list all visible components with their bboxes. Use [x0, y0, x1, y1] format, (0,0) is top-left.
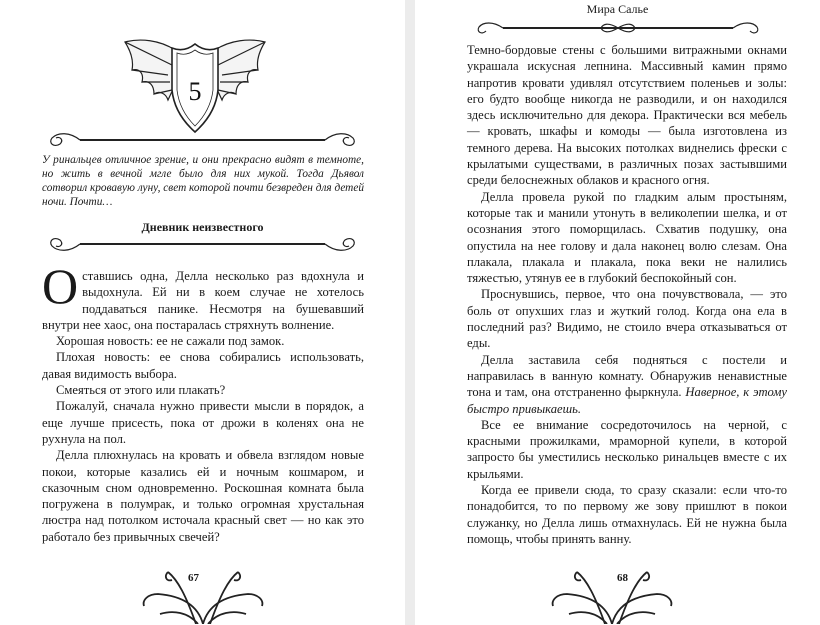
paragraph: Плохая новость: ее снова собирались использовать, давая видимость выбора. — [42, 350, 364, 381]
bat-wing-shield-emblem — [120, 30, 270, 140]
paragraph: Хорошая новость: ее не сажали под замок. — [56, 334, 285, 349]
page-number: 67 — [188, 572, 199, 584]
ornamental-divider-top — [40, 128, 365, 150]
epigraph-source: Дневник неизвестного — [141, 220, 264, 234]
paragraph: Все ее внимание сосредоточилось на черной, с красными прожилками, мраморной купели, в которой запросто бы уместились несколько ринальцев вместе с их крыльями. — [467, 417, 787, 481]
running-head: Мира Салье — [586, 2, 649, 16]
paragraph: Проснувшись, первое, что она почувствовала, — это боль от опухших глаз и жуткий голод. Когда она ела в последний раз? Видимо, не стоило вчера отказываться от еды. — [467, 287, 787, 351]
drop-cap: О — [42, 258, 79, 314]
left-body-text — [42, 258, 364, 545]
page-number: 68 — [617, 572, 628, 584]
chapter-number: 5 — [188, 77, 202, 106]
book-gutter — [405, 0, 415, 625]
paragraph: Пожалуй, сначала нужно привести мысли в порядок, а еще лучше присесть, пока от дрожи в коленях она не рухнула на пол. — [42, 399, 364, 446]
right-body-text — [467, 42, 787, 547]
right-page — [415, 0, 820, 625]
paragraph: Когда ее привели сюда, то сразу сказали: если что-то понадобится, то по первому же зову пришлют в покои служанку, но Делла лишь отмахнулась. Ей не нужна была помощь, чтобы принять ванну. — [467, 483, 787, 546]
paragraph: Оставшись одна, Делла несколько раз вдохнула и выдохнула. Ей ни в коем случае не хотелось поддаваться панике. Несмотря на бушевавший внутри нее хаос, она постаралась стряхнуть волнение. — [42, 258, 364, 332]
ornamental-divider-head — [473, 18, 763, 38]
ornamental-divider-bottom — [40, 234, 365, 256]
paragraph: Делла плюхнулась на кровать и обвела взглядом новые покои, которые казались ей и ночным кошмаром, и сказочным сном одновременно. Роскошная комната была погружена в полумрак, и только огромная хрустальная люстра над потолком источала красный свет — но как это работало без привычных свечей? — [42, 448, 364, 544]
thorn-branch-ornament — [547, 566, 677, 624]
paragraph: Смеяться от этого или плакать? — [56, 383, 226, 398]
left-page — [0, 0, 405, 625]
italic-thought: Наверное, к этому быстро привыкаешь. — [467, 385, 787, 416]
paragraph: Темно-бордовые стены с большими витражными окнами украшала искусная лепнина. Массивный камин прямо напротив кровати удивлял отсутствием поленьев и золы: его будто вообще никогда не разводили, и он находился здесь исключительно для декора. Практически вся мебель — кровать, шкафы и комоды — была изготовлена из темного дерева. На высоких потолках виднелись фрески с крылатыми существами, в различных позах застывшими среди белоснежных облаков и красного огня. — [467, 43, 787, 188]
thorn-branch-ornament — [138, 566, 268, 624]
epigraph: У ринальцев отличное зрение, и они прекрасно видят в темноте, но жить в вечной мгле было для них мукой. Тогда Дьявол сотворил кровавую луну, свет которой почти безвреден для детей ночи. Почти… — [42, 154, 364, 208]
paragraph: Делла провела рукой по гладким алым простыням, которые так и манили утонуть в великолепии шелка, и от осознания этого поморщилась. Схватив подушку, она опустила на нее голову и дала наконец волю слезам. Она плакала, плакала и плакала, пока веки не налились тяжестью, утянув ее в глубокий беспокойный сон. — [467, 189, 787, 286]
paragraph: Делла заставила себя подняться с постели и направилась в ванную комнату. Обнаружив ненавистные тона и там, она отстраненно фыркнула. Наверное, к этому быстро привыкаешь. — [467, 352, 787, 416]
